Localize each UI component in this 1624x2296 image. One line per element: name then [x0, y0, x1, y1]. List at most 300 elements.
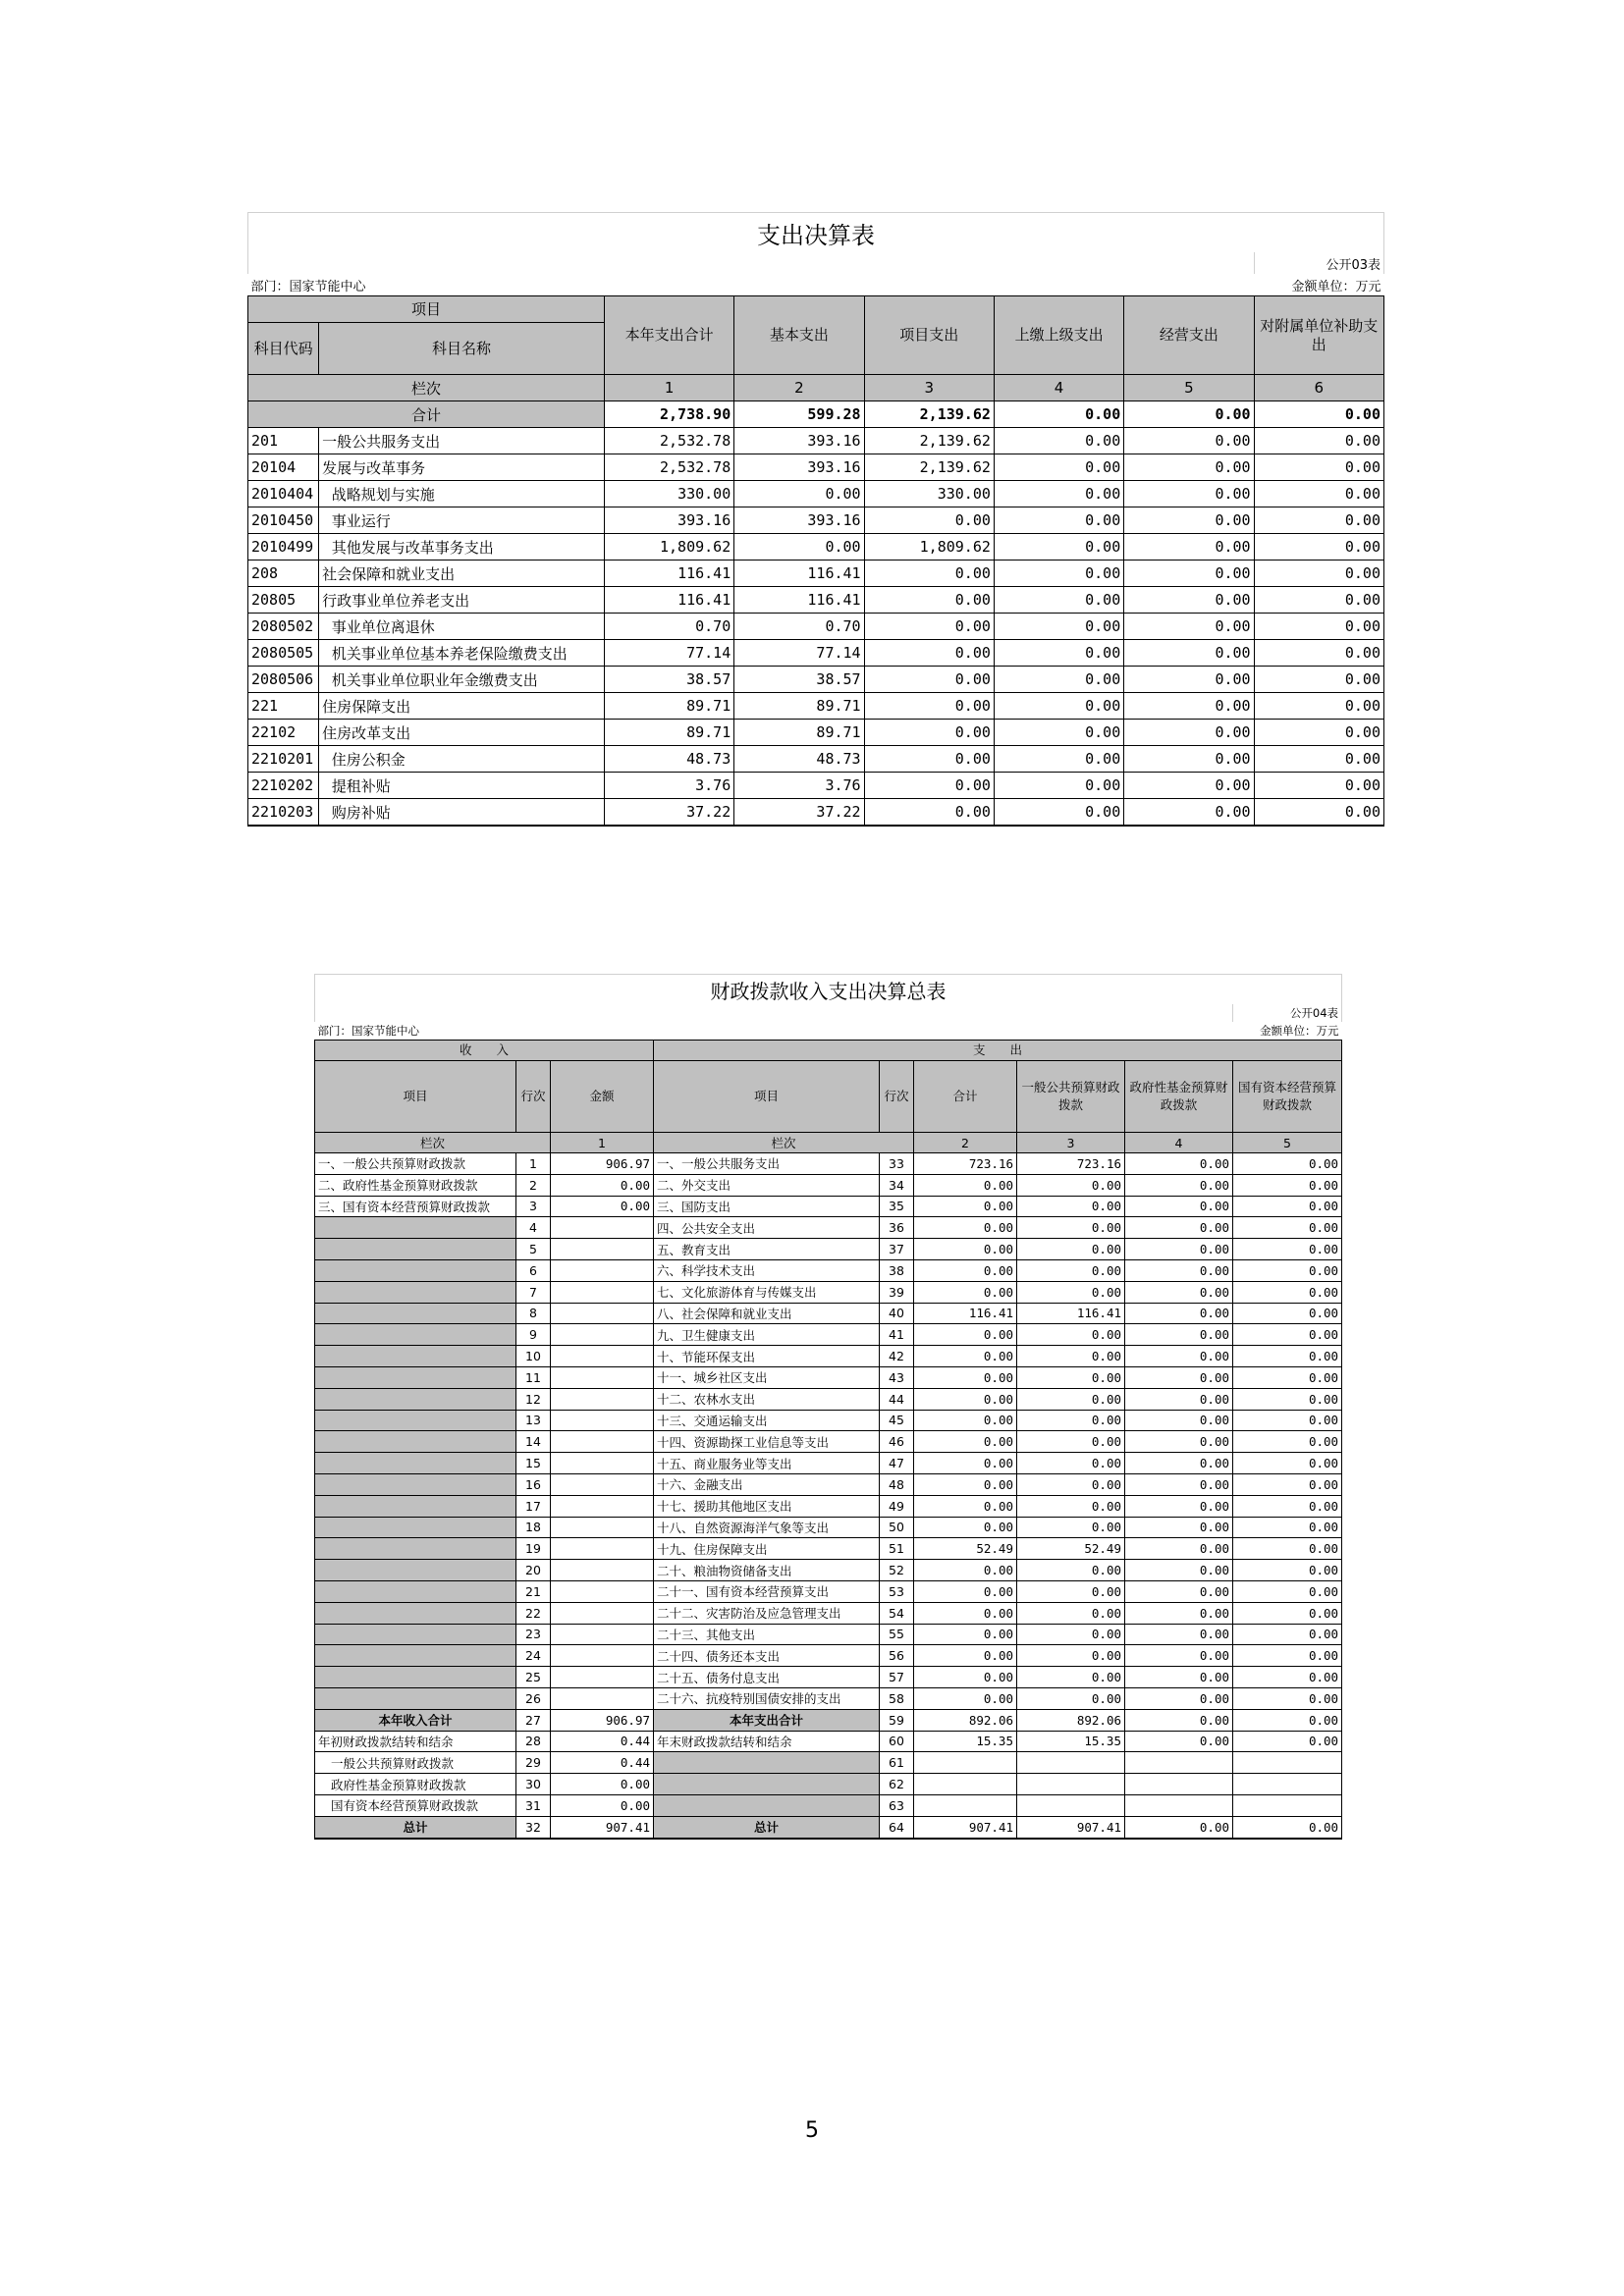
header-col-3: 项目支出 — [864, 296, 994, 375]
income-item — [315, 1281, 516, 1303]
expense-amount: 116.41 — [1017, 1303, 1125, 1324]
expense-line-number: 53 — [880, 1580, 914, 1602]
expense-amount: 0.00 — [1233, 1388, 1342, 1410]
expense-line-number: 40 — [880, 1303, 914, 1324]
expense-amount: 0.00 — [1125, 1196, 1233, 1217]
expense-amount: 0.00 — [1125, 1580, 1233, 1602]
expense-line-number: 58 — [880, 1687, 914, 1709]
expense-amount: 0.00 — [914, 1687, 1017, 1709]
income-line-number: 12 — [516, 1388, 551, 1410]
table-row — [315, 1709, 1342, 1731]
table-row — [315, 1259, 1342, 1281]
expense-amount: 116.41 — [914, 1303, 1017, 1324]
expense-amount: 0.00 — [1125, 1709, 1233, 1731]
table-row — [315, 1667, 1342, 1688]
expense-amount: 0.00 — [1125, 1667, 1233, 1688]
expense-amount: 0.00 — [1233, 1431, 1342, 1453]
income-amount — [551, 1580, 654, 1602]
expense-total-header: 合计 — [914, 1061, 1017, 1133]
subject-name: 行政事业单位养老支出 — [319, 587, 605, 614]
income-item: 年初财政拨款结转和结余 — [315, 1731, 516, 1752]
table-row — [315, 1794, 1342, 1816]
table-title: 财政拨款收入支出决算总表 — [315, 975, 1342, 1005]
department-label: 部门：国家节能中心 — [317, 1024, 419, 1038]
income-line-number: 11 — [516, 1366, 551, 1388]
income-item: 一、一般公共预算财政拨款 — [315, 1153, 516, 1175]
expense-amount: 0.00 — [914, 1196, 1017, 1217]
income-line-number: 7 — [516, 1281, 551, 1303]
amount-cell: 2,532.78 — [604, 454, 733, 481]
expense-item: 二十、粮油物资储备支出 — [654, 1560, 880, 1581]
income-amount: 0.44 — [551, 1752, 654, 1774]
expense-amount: 0.00 — [914, 1517, 1017, 1538]
expense-line-number: 39 — [880, 1281, 914, 1303]
income-line-number: 15 — [516, 1453, 551, 1474]
income-line-number: 21 — [516, 1580, 551, 1602]
expense-item: 年末财政拨款结转和结余 — [654, 1731, 880, 1752]
table-row — [315, 1281, 1342, 1303]
expense-amount: 0.00 — [914, 1453, 1017, 1474]
amount-cell: 0.70 — [734, 614, 864, 640]
expense-item: 本年支出合计 — [654, 1709, 880, 1731]
income-line-number: 4 — [516, 1217, 551, 1239]
column-index: 2 — [734, 375, 864, 401]
header-code: 科目代码 — [248, 323, 319, 375]
expense-amount: 0.00 — [1233, 1473, 1342, 1495]
expense-amount: 0.00 — [1233, 1667, 1342, 1688]
expense-item: 六、科学技术支出 — [654, 1259, 880, 1281]
amount-cell: 0.00 — [994, 614, 1123, 640]
amount-cell: 89.71 — [734, 693, 864, 720]
expense-line-number: 46 — [880, 1431, 914, 1453]
expense-line-number: 45 — [880, 1410, 914, 1431]
amount-cell: 393.16 — [734, 454, 864, 481]
expense-line-number: 47 — [880, 1453, 914, 1474]
expense-amount: 52.49 — [914, 1538, 1017, 1560]
amount-cell: 77.14 — [734, 640, 864, 667]
page-number: 5 — [805, 2118, 819, 2143]
table-row — [315, 1388, 1342, 1410]
amount-cell: 0.00 — [1254, 693, 1383, 720]
income-amount: 907.41 — [551, 1816, 654, 1838]
income-line-number: 31 — [516, 1794, 551, 1816]
income-item — [315, 1645, 516, 1667]
expense-amount — [1233, 1752, 1342, 1774]
expense-amount: 0.00 — [914, 1602, 1017, 1624]
expense-amount — [1233, 1774, 1342, 1795]
income-line-number: 9 — [516, 1324, 551, 1346]
amount-cell: 0.00 — [1124, 614, 1254, 640]
amount-cell: 89.71 — [604, 720, 733, 746]
amount-cell: 0.00 — [1254, 720, 1383, 746]
table-row — [315, 1324, 1342, 1346]
income-line-number: 6 — [516, 1259, 551, 1281]
expense-item: 三、国防支出 — [654, 1196, 880, 1217]
expense-item: 十、节能环保支出 — [654, 1346, 880, 1367]
expense-line-number: 64 — [880, 1816, 914, 1838]
expense-amount: 0.00 — [1233, 1239, 1342, 1260]
expense-amount: 0.00 — [1125, 1259, 1233, 1281]
expense-amount: 0.00 — [914, 1239, 1017, 1260]
income-line-number: 25 — [516, 1667, 551, 1688]
expense-amount: 0.00 — [1125, 1153, 1233, 1175]
expense-amount: 723.16 — [914, 1153, 1017, 1175]
expense-amount: 0.00 — [914, 1473, 1017, 1495]
income-item — [315, 1624, 516, 1645]
table-row — [248, 587, 1384, 614]
expense-amount: 0.00 — [914, 1388, 1017, 1410]
amount-cell: 38.57 — [734, 667, 864, 693]
column-index-label: 栏次 — [315, 1133, 551, 1153]
table-row — [315, 1752, 1342, 1774]
amount-cell: 0.00 — [994, 454, 1123, 481]
amount-cell: 0.00 — [994, 746, 1123, 773]
table-row — [248, 720, 1384, 746]
expense-amount — [1017, 1752, 1125, 1774]
table-row — [248, 507, 1384, 534]
expense-amount: 0.00 — [1017, 1388, 1125, 1410]
total-row — [248, 401, 1384, 428]
column-index: 4 — [994, 375, 1123, 401]
income-amount — [551, 1281, 654, 1303]
income-line-number: 8 — [516, 1303, 551, 1324]
table-row — [248, 481, 1384, 507]
expense-amount: 0.00 — [1125, 1517, 1233, 1538]
table-row — [315, 1774, 1342, 1795]
income-item — [315, 1560, 516, 1581]
amount-cell: 0.70 — [604, 614, 733, 640]
amount-cell: 0.00 — [864, 799, 994, 827]
income-amount — [551, 1495, 654, 1517]
amount-cell: 0.00 — [864, 667, 994, 693]
subject-name: 购房补贴 — [319, 799, 605, 827]
amount-cell: 0.00 — [864, 614, 994, 640]
amount-cell: 0.00 — [1254, 640, 1383, 667]
table-row — [248, 428, 1384, 454]
expense-line-number: 60 — [880, 1731, 914, 1752]
expense-item: 十三、交通运输支出 — [654, 1410, 880, 1431]
income-amount: 906.97 — [551, 1153, 654, 1175]
subject-name: 住房公积金 — [319, 746, 605, 773]
amount-cell: 393.16 — [604, 507, 733, 534]
column-index: 1 — [604, 375, 733, 401]
expense-amount: 0.00 — [1017, 1346, 1125, 1367]
expense-amount: 0.00 — [1125, 1495, 1233, 1517]
table-row — [248, 746, 1384, 773]
income-amount — [551, 1667, 654, 1688]
income-amount — [551, 1303, 654, 1324]
amount-cell: 116.41 — [734, 587, 864, 614]
amount-cell: 3.76 — [604, 773, 733, 799]
table-row — [315, 1580, 1342, 1602]
expense-amount: 0.00 — [1017, 1645, 1125, 1667]
expense-line-number: 36 — [880, 1217, 914, 1239]
income-item — [315, 1453, 516, 1474]
subject-code: 2210203 — [248, 799, 319, 827]
expense-item: 五、教育支出 — [654, 1239, 880, 1260]
income-amount — [551, 1517, 654, 1538]
expense-amount: 0.00 — [914, 1560, 1017, 1581]
expense-amount: 0.00 — [1125, 1453, 1233, 1474]
amount-cell: 0.00 — [1124, 667, 1254, 693]
expense-item: 一、一般公共服务支出 — [654, 1153, 880, 1175]
expense-item: 四、公共安全支出 — [654, 1217, 880, 1239]
expense-amount: 0.00 — [1125, 1217, 1233, 1239]
expense-amount: 0.00 — [914, 1174, 1017, 1196]
expense-item: 八、社会保障和就业支出 — [654, 1303, 880, 1324]
total-value: 0.00 — [994, 401, 1123, 428]
table-row — [315, 1346, 1342, 1367]
expense-line-number: 38 — [880, 1259, 914, 1281]
column-index-label: 栏次 — [248, 375, 605, 401]
expense-amount: 0.00 — [1233, 1281, 1342, 1303]
expense-amount: 0.00 — [1233, 1709, 1342, 1731]
income-item — [315, 1517, 516, 1538]
income-item — [315, 1239, 516, 1260]
expense-amount: 0.00 — [1017, 1517, 1125, 1538]
total-value: 2,139.62 — [864, 401, 994, 428]
income-line-number: 10 — [516, 1346, 551, 1367]
expense-amount: 0.00 — [1125, 1324, 1233, 1346]
expense-amount: 0.00 — [1233, 1560, 1342, 1581]
expense-line-number: 59 — [880, 1709, 914, 1731]
expense-amount: 0.00 — [914, 1217, 1017, 1239]
expense-amount: 0.00 — [914, 1667, 1017, 1688]
amount-cell: 0.00 — [994, 799, 1123, 827]
income-amount — [551, 1560, 654, 1581]
income-amount — [551, 1624, 654, 1645]
expense-amount: 0.00 — [914, 1410, 1017, 1431]
income-amount: 906.97 — [551, 1709, 654, 1731]
expense-line-number: 55 — [880, 1624, 914, 1645]
expense-item: 二十四、债务还本支出 — [654, 1645, 880, 1667]
subject-code: 2080505 — [248, 640, 319, 667]
income-line-number: 22 — [516, 1602, 551, 1624]
income-item — [315, 1366, 516, 1388]
table-row — [248, 640, 1384, 667]
table-row — [315, 1495, 1342, 1517]
income-amount — [551, 1239, 654, 1260]
expense-amount: 0.00 — [914, 1281, 1017, 1303]
subject-code: 2080502 — [248, 614, 319, 640]
expense-amount: 0.00 — [1233, 1153, 1342, 1175]
expense-line-number: 54 — [880, 1602, 914, 1624]
table-row — [315, 1687, 1342, 1709]
total-value: 0.00 — [1124, 401, 1254, 428]
expense-amount: 0.00 — [1017, 1473, 1125, 1495]
income-line-number: 27 — [516, 1709, 551, 1731]
amount-cell: 0.00 — [1124, 428, 1254, 454]
amount-cell: 0.00 — [994, 640, 1123, 667]
expense-amount: 0.00 — [914, 1324, 1017, 1346]
amount-cell: 0.00 — [1124, 773, 1254, 799]
amount-cell: 0.00 — [1254, 481, 1383, 507]
subject-name: 机关事业单位基本养老保险缴费支出 — [319, 640, 605, 667]
amount-cell: 0.00 — [994, 693, 1123, 720]
expense-amount: 0.00 — [1017, 1453, 1125, 1474]
table-row — [315, 1174, 1342, 1196]
amount-cell: 0.00 — [1254, 773, 1383, 799]
subject-code: 201 — [248, 428, 319, 454]
amount-cell: 0.00 — [1254, 534, 1383, 561]
table-row — [315, 1624, 1342, 1645]
subject-code: 22102 — [248, 720, 319, 746]
expense-amount: 0.00 — [1125, 1410, 1233, 1431]
income-amount — [551, 1217, 654, 1239]
expense-amount: 0.00 — [1125, 1687, 1233, 1709]
expense-amount: 0.00 — [1125, 1602, 1233, 1624]
expense-item: 二、外交支出 — [654, 1174, 880, 1196]
income-item — [315, 1259, 516, 1281]
subject-code: 2010499 — [248, 534, 319, 561]
amount-cell: 393.16 — [734, 507, 864, 534]
header-col-2: 基本支出 — [734, 296, 864, 375]
amount-cell: 0.00 — [864, 640, 994, 667]
table-row — [315, 1538, 1342, 1560]
subject-code: 2210201 — [248, 746, 319, 773]
form-number: 公开03表 — [1254, 252, 1383, 274]
income-amount — [551, 1645, 654, 1667]
fiscal-appropriation-summary-table — [314, 974, 1342, 1840]
expense-amount: 0.00 — [914, 1645, 1017, 1667]
amount-cell: 48.73 — [734, 746, 864, 773]
table-row — [248, 693, 1384, 720]
income-item — [315, 1473, 516, 1495]
subject-name: 社会保障和就业支出 — [319, 561, 605, 587]
total-label: 合计 — [248, 401, 605, 428]
subject-code: 208 — [248, 561, 319, 587]
expense-line-number: 50 — [880, 1517, 914, 1538]
expense-amount: 0.00 — [1233, 1517, 1342, 1538]
income-item — [315, 1580, 516, 1602]
income-amount — [551, 1602, 654, 1624]
amount-cell: 0.00 — [1254, 746, 1383, 773]
income-line-number: 24 — [516, 1645, 551, 1667]
expense-amount — [1125, 1794, 1233, 1816]
column-index: 5 — [1124, 375, 1254, 401]
expense-amount: 0.00 — [1233, 1602, 1342, 1624]
expense-amount: 0.00 — [1017, 1259, 1125, 1281]
income-header: 收 入 — [315, 1041, 654, 1061]
expense-amount: 0.00 — [914, 1259, 1017, 1281]
expense-item: 七、文化旅游体育与传媒支出 — [654, 1281, 880, 1303]
table-row — [315, 1431, 1342, 1453]
amount-cell: 2,139.62 — [864, 428, 994, 454]
income-amount — [551, 1324, 654, 1346]
expense-amount: 0.00 — [1233, 1538, 1342, 1560]
table-title: 支出决算表 — [248, 213, 1384, 253]
amount-cell: 330.00 — [604, 481, 733, 507]
expense-line-header: 行次 — [880, 1061, 914, 1133]
expense-line-number: 61 — [880, 1752, 914, 1774]
expense-amount: 0.00 — [1017, 1174, 1125, 1196]
expense-amount: 0.00 — [1125, 1239, 1233, 1260]
expense-amount: 0.00 — [1125, 1624, 1233, 1645]
expense-amount: 0.00 — [1233, 1410, 1342, 1431]
column-index-label: 栏次 — [654, 1133, 914, 1153]
income-item — [315, 1324, 516, 1346]
expense-amount: 0.00 — [1233, 1624, 1342, 1645]
expense-amount — [1017, 1794, 1125, 1816]
unit-label: 金额单位：万元 — [1260, 1024, 1339, 1038]
expense-amount: 0.00 — [1017, 1580, 1125, 1602]
expense-amount: 0.00 — [1125, 1473, 1233, 1495]
expense-amount: 0.00 — [1017, 1196, 1125, 1217]
expense-header: 支 出 — [654, 1041, 1342, 1061]
amount-cell: 0.00 — [1124, 507, 1254, 534]
amount-cell: 0.00 — [864, 693, 994, 720]
expense-amount: 907.41 — [1017, 1816, 1125, 1838]
expense-amount: 0.00 — [1233, 1303, 1342, 1324]
expense-general-header: 一般公共预算财政拨款 — [1017, 1061, 1125, 1133]
amount-cell: 116.41 — [604, 561, 733, 587]
amount-cell: 0.00 — [734, 481, 864, 507]
table-row — [315, 1217, 1342, 1239]
expense-amount: 0.00 — [1233, 1346, 1342, 1367]
expense-amount: 0.00 — [1017, 1366, 1125, 1388]
income-item-header: 项目 — [315, 1061, 516, 1133]
income-item — [315, 1410, 516, 1431]
table-row — [315, 1473, 1342, 1495]
table-row — [315, 1731, 1342, 1752]
amount-cell: 0.00 — [994, 534, 1123, 561]
header-name: 科目名称 — [319, 323, 605, 375]
header-col-4: 上缴上级支出 — [994, 296, 1123, 375]
income-amount — [551, 1453, 654, 1474]
expense-amount: 0.00 — [1233, 1645, 1342, 1667]
amount-cell: 0.00 — [1124, 746, 1254, 773]
income-item: 总计 — [315, 1816, 516, 1838]
column-index: 3 — [864, 375, 994, 401]
header-col-5: 经营支出 — [1124, 296, 1254, 375]
amount-cell: 37.22 — [734, 799, 864, 827]
table-row — [248, 614, 1384, 640]
income-amount: 0.00 — [551, 1196, 654, 1217]
income-item — [315, 1388, 516, 1410]
subject-code: 2010404 — [248, 481, 319, 507]
expense-item: 十五、商业服务业等支出 — [654, 1453, 880, 1474]
expense-amount — [1125, 1774, 1233, 1795]
expense-amount: 0.00 — [1017, 1687, 1125, 1709]
amount-cell: 0.00 — [1124, 587, 1254, 614]
expense-amount: 15.35 — [1017, 1731, 1125, 1752]
income-item: 三、国有资本经营预算财政拨款 — [315, 1196, 516, 1217]
amount-cell: 0.00 — [864, 587, 994, 614]
subject-name: 住房改革支出 — [319, 720, 605, 746]
amount-cell: 0.00 — [1124, 534, 1254, 561]
expense-amount: 0.00 — [914, 1624, 1017, 1645]
income-line-number: 17 — [516, 1495, 551, 1517]
amount-cell: 116.41 — [604, 587, 733, 614]
table-row — [315, 1196, 1342, 1217]
column-index: 5 — [1233, 1133, 1342, 1153]
income-line-number: 3 — [516, 1196, 551, 1217]
amount-cell: 37.22 — [604, 799, 733, 827]
income-line-number: 19 — [516, 1538, 551, 1560]
expense-amount: 0.00 — [1233, 1580, 1342, 1602]
income-item: 一般公共预算财政拨款 — [315, 1752, 516, 1774]
expense-amount — [914, 1752, 1017, 1774]
expense-item: 二十六、抗疫特别国债安排的支出 — [654, 1687, 880, 1709]
table-row — [315, 1366, 1342, 1388]
income-line-number: 2 — [516, 1174, 551, 1196]
expense-amount: 0.00 — [1233, 1196, 1342, 1217]
subject-code: 2210202 — [248, 773, 319, 799]
form-number: 公开04表 — [1233, 1004, 1342, 1022]
expense-amount: 892.06 — [1017, 1709, 1125, 1731]
amount-cell: 0.00 — [1254, 561, 1383, 587]
expense-amount: 0.00 — [1125, 1174, 1233, 1196]
